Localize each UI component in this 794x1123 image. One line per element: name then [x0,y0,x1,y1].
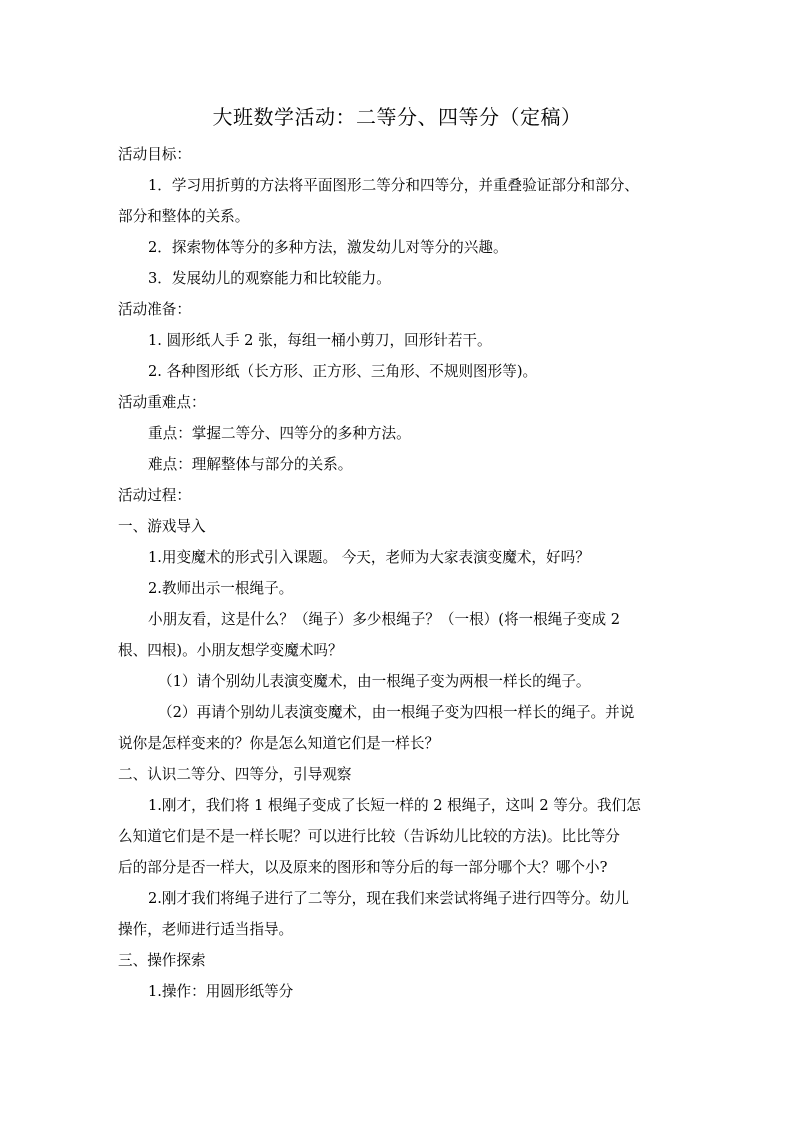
section-heading-goals: 活动目标： [118,146,191,163]
process-step-2-1: 1.刚才，我们将 1 根绳子变成了长短一样的 2 根绳子，这叫 2 等分。我们怎 [148,797,641,814]
process-substep-2-continued: 说你是怎样变来的？你是怎么知道它们是一样长？ [118,735,440,752]
document-title: 大班数学活动：二等分、四等分（定稿） [212,105,582,129]
preparation-item-2: 2. 各种图形纸（长方形、正方形、三角形、不规则图形等)。 [148,363,538,380]
process-step-2-2: 2.刚才我们将绳子进行了二等分，现在我们来尝试将绳子进行四等分。幼儿 [148,890,629,907]
section-heading-process: 活动过程： [118,487,191,504]
process-paragraph: 小朋友看，这是什么？（绳子）多少根绳子？（一根）(将一根绳子变成 2 [148,611,621,628]
process-part-2-heading: 二、认识二等分、四等分，引导观察 [118,766,352,783]
process-step-2-1-continued-b: 后的部分是否一样大，以及原来的图形和等分后的每一部分哪个大？哪个小? [118,859,608,876]
goal-item-3: 3．发展幼儿的观察能力和比较能力。 [148,270,391,287]
process-substep-1: （1）请个别幼儿表演变魔术，由一根绳子变为两根一样长的绳子。 [158,673,591,690]
process-step-2-2-continued: 操作，老师进行适当指导。 [118,921,294,938]
process-part-1-heading: 一、游戏导入 [118,518,206,535]
difficult-point: 难点：理解整体与部分的关系。 [148,456,353,473]
goal-item-1: 1．学习用折剪的方法将平面图形二等分和四等分，并重叠验证部分和部分、 [148,177,639,194]
process-substep-2: （2）再请个别幼儿表演变魔术，由一根绳子变为四根一样长的绳子。并说 [158,704,635,721]
preparation-item-1: 1. 圆形纸人手 2 张，每组一桶小剪刀，回形针若干。 [148,332,492,349]
goal-item-1-continued: 部分和整体的关系。 [118,208,250,225]
process-step-3-1: 1.操作：用圆形纸等分 [148,983,294,1000]
process-paragraph-continued: 根、四根)。小朋友想学变魔术吗？ [118,642,343,659]
key-point: 重点：掌握二等分、四等分的多种方法。 [148,425,411,442]
process-step-1-2: 2.教师出示一根绳子。 [148,580,294,597]
goal-item-2: 2．探索物体等分的多种方法，激发幼儿对等分的兴趣。 [148,239,508,256]
section-heading-preparation: 活动准备： [118,301,191,318]
section-heading-key-points: 活动重难点： [118,394,206,411]
process-step-1-1: 1.用变魔术的形式引入课题。 今天，老师为大家表演变魔术，好吗？ [148,549,590,566]
process-part-3-heading: 三、操作探索 [118,952,206,969]
process-step-2-1-continued-a: 么知道它们是不是一样长呢？可以进行比较（告诉幼儿比较的方法)。比比等分 [118,828,620,845]
